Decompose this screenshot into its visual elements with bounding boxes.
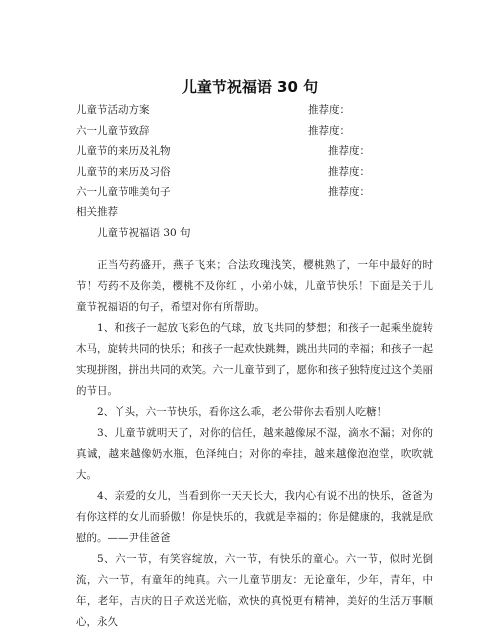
paragraph: 1、和孩子一起放飞彩色的气球，放飞共同的梦想；和孩子一起乘坐旋转木马，旋转共同的快乐；和孩子一起欢快跳舞，跳出共同的幸福；和孩子一起实现拼图，拼出共同的欢笑。六一儿童节到了，愿你和孩子独特度过这个美丽的节日。 [76,322,433,397]
recommend-score-label: 推荐度： [308,104,350,116]
related-heading: 相关推荐 [76,206,118,218]
recommend-score-label: 推荐度： [328,166,370,178]
document-title: 儿童节祝福语 30 句 [181,78,319,96]
paragraph: 2、丫头，六一节快乐，看你这么乖，老公带你去看别人吃糖！ [97,406,388,418]
paragraph: 正当芍药盛开，燕子飞来；合法玫瑰浅笑，樱桃熟了，一年中最好的时节！芍药不及你美，樱桃不及你红 ，小弟小妹，儿童节快乐！下面是关于儿童节祝福语的句子，希望对你有所帮助。 [76,259,433,313]
recommend-item[interactable] [0,143,500,161]
recommend-item-link[interactable]: 儿童节的来历及习俗 [76,166,171,178]
paragraph: 4、亲爱的女儿，当看到你一天天长大，我内心有说不出的快乐，爸爸为有你这样的女儿而骄傲！你是快乐的，我就是幸福的；你是健康的，我就是欣慰的。——尹佳爸爸 [76,490,433,544]
recommend-item-link[interactable]: 儿童节活动方案 [76,104,150,116]
recommend-item[interactable] [0,123,500,141]
recommend-score-label: 推荐度： [328,186,370,198]
recommend-item[interactable] [0,184,500,202]
paragraph: 3、儿童节就明天了，对你的信任，越来越像尿不湿，滴水不漏；对你的真诚，越来越像奶水瓶，色泽纯白；对你的牵挂，越来越像泡泡堂，吹吹就大。 [76,427,433,481]
paragraph: 5、六一节，有笑容绽放，六一节，有快乐的童心。六一节，似时光倒流，六一节，有童年的纯真。六一儿童节朋友：无论童年，少年，青年，中年，老年，吉庆的日子欢送光临，欢快的真悦更有精神，美好的生活万事顺心，永久 [76,553,433,628]
related-article-link[interactable]: 儿童节祝福语 30 句 [97,227,191,239]
recommend-item-link[interactable]: 六一儿童节唯美句子 [76,186,171,198]
recommend-score-label: 推荐度： [328,145,370,157]
recommend-item-link[interactable]: 六一儿童节致辞 [76,125,150,137]
recommend-item[interactable] [0,102,500,120]
recommend-score-label: 推荐度： [308,125,350,137]
recommend-item[interactable] [0,164,500,182]
recommend-item-link[interactable]: 儿童节的来历及礼物 [76,145,171,157]
article-body [76,255,433,633]
